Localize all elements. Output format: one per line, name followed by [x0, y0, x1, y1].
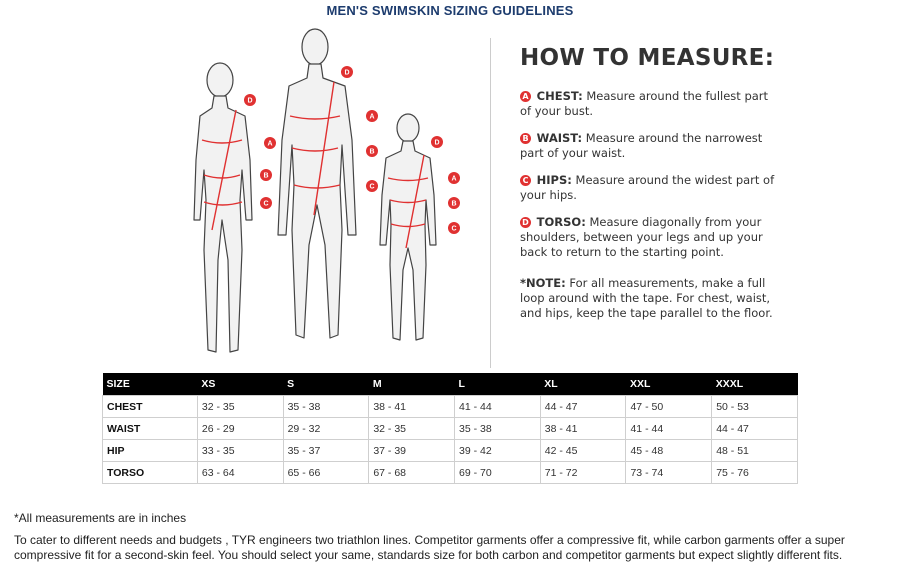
header-xs: XS	[197, 373, 283, 396]
table-cell: 29 - 32	[283, 418, 369, 440]
table-row-hip	[103, 440, 798, 462]
table-cell: 41 - 44	[626, 418, 712, 440]
header-xl: XL	[540, 373, 626, 396]
marker-a-icon: A	[520, 91, 531, 102]
marker-a-2	[366, 110, 378, 122]
svg-text:A: A	[451, 175, 457, 183]
table-cell: 44 - 47	[712, 418, 798, 440]
table-cell: 71 - 72	[540, 462, 626, 484]
header-size: SIZE	[103, 373, 198, 396]
table-cell: 41 - 44	[455, 396, 541, 418]
note-text: For all measurements, make a full loop around with the tape. For chest, waist, and hips, keep the tape parallel to the floor.	[520, 276, 773, 320]
table-cell: 42 - 45	[540, 440, 626, 462]
marker-b-3	[448, 197, 460, 209]
measure-label: TORSO:	[536, 215, 586, 229]
row-label: WAIST	[103, 418, 198, 440]
measure-item-hips	[520, 173, 780, 203]
measure-item-waist	[520, 131, 780, 161]
note-label: *NOTE:	[520, 276, 566, 290]
marker-a-3	[448, 172, 460, 184]
body-figures-illustration	[170, 20, 490, 365]
table-cell: 75 - 76	[712, 462, 798, 484]
table-cell: 69 - 70	[455, 462, 541, 484]
row-label: TORSO	[103, 462, 198, 484]
page-title: MEN'S SWIMSKIN SIZING GUIDELINES	[326, 3, 574, 18]
table-row-waist	[103, 418, 798, 440]
marker-d-1	[244, 94, 256, 106]
marker-d-2	[341, 66, 353, 78]
measure-label: CHEST:	[536, 89, 583, 103]
measure-text: Measure around the fullest part of your bust.	[520, 89, 769, 118]
header-l: L	[455, 373, 541, 396]
table-cell: 48 - 51	[712, 440, 798, 462]
svg-text:C: C	[263, 200, 269, 208]
marker-c-1	[260, 197, 272, 209]
how-to-measure-heading: HOW TO MEASURE:	[520, 45, 775, 71]
table-cell: 37 - 39	[369, 440, 455, 462]
table-cell: 35 - 38	[283, 396, 369, 418]
measure-text: Measure around the narrowest part of your waist.	[520, 131, 763, 160]
how-to-measure-panel	[520, 45, 780, 321]
svg-text:A: A	[369, 113, 375, 121]
table-cell: 26 - 29	[197, 418, 283, 440]
table-header-row	[103, 373, 798, 396]
section-divider	[490, 38, 491, 368]
svg-text:B: B	[369, 148, 375, 156]
table-row-torso	[103, 462, 798, 484]
size-chart-table	[102, 373, 798, 484]
svg-text:C: C	[369, 183, 375, 191]
table-row-chest	[103, 396, 798, 418]
table-cell: 35 - 38	[455, 418, 541, 440]
table-cell: 65 - 66	[283, 462, 369, 484]
table-cell: 50 - 53	[712, 396, 798, 418]
table-cell: 39 - 42	[455, 440, 541, 462]
marker-b-icon: B	[520, 133, 531, 144]
row-label: CHEST	[103, 396, 198, 418]
svg-text:B: B	[263, 172, 269, 180]
header-xxxl: XXXL	[712, 373, 798, 396]
svg-text:D: D	[434, 139, 440, 147]
marker-c-3	[448, 222, 460, 234]
marker-b-1	[260, 169, 272, 181]
table-cell: 47 - 50	[626, 396, 712, 418]
measure-text: Measure around the widest part of your hips.	[520, 173, 775, 202]
table-cell: 38 - 41	[540, 418, 626, 440]
table-cell: 32 - 35	[369, 418, 455, 440]
svg-text:C: C	[451, 225, 457, 233]
measure-item-chest	[520, 89, 780, 119]
table-cell: 44 - 47	[540, 396, 626, 418]
table-cell: 45 - 48	[626, 440, 712, 462]
table-cell: 67 - 68	[369, 462, 455, 484]
marker-c-2	[366, 180, 378, 192]
table-cell: 35 - 37	[283, 440, 369, 462]
measure-text: Measure diagonally from your shoulders, between your legs and up your back to return to the starting point.	[520, 215, 763, 259]
measure-label: WAIST:	[536, 131, 583, 145]
table-cell: 63 - 64	[197, 462, 283, 484]
svg-text:D: D	[344, 69, 350, 77]
svg-text:D: D	[247, 97, 253, 105]
fit-description-paragraph: To cater to different needs and budgets , TYR engineers two triathlon lines. Competitor garments offer a compressive fit, while carbon garments offer a super compressive fit for a second-skin feel. You should select your same, standards size for both carbon and competitor garments but expect slightly different fits.	[14, 533, 845, 562]
marker-b-2	[366, 145, 378, 157]
marker-d-3	[431, 136, 443, 148]
row-label: HIP	[103, 440, 198, 462]
marker-a-1	[264, 137, 276, 149]
header-s: S	[283, 373, 369, 396]
table-cell: 38 - 41	[369, 396, 455, 418]
svg-text:B: B	[451, 200, 457, 208]
table-cell: 32 - 35	[197, 396, 283, 418]
marker-d-icon: D	[520, 217, 531, 228]
measure-label: HIPS:	[536, 173, 572, 187]
marker-c-icon: C	[520, 175, 531, 186]
table-cell: 33 - 35	[197, 440, 283, 462]
measurement-footnote: *All measurements are in inches	[14, 511, 187, 525]
table-cell: 73 - 74	[626, 462, 712, 484]
svg-text:A: A	[267, 140, 273, 148]
measure-note	[520, 276, 780, 321]
measure-item-torso	[520, 215, 780, 260]
female-figure	[194, 63, 252, 352]
header-m: M	[369, 373, 455, 396]
header-xxl: XXL	[626, 373, 712, 396]
